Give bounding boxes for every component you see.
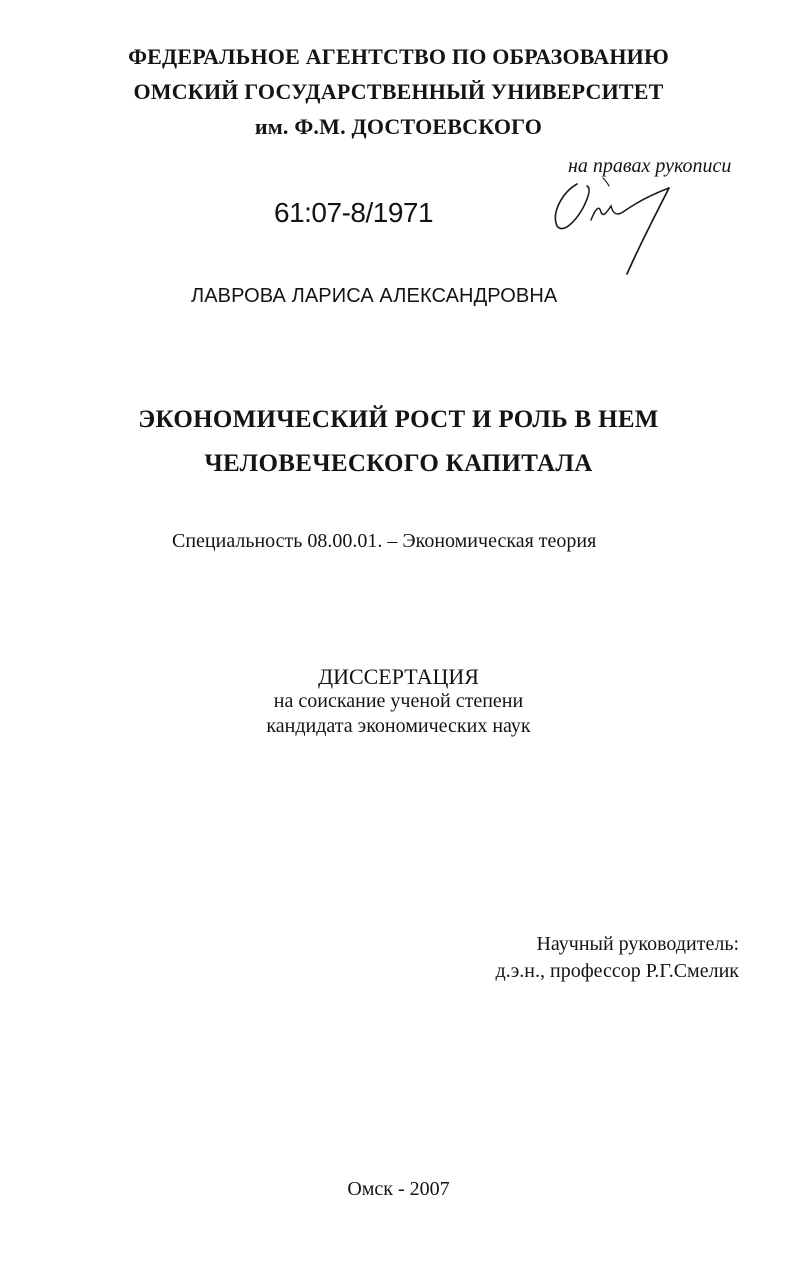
- degree-purpose-line: на соискание ученой степени: [273, 690, 524, 712]
- handwritten-signature: [545, 172, 685, 280]
- specialty-code: Специальность 08.00.01. – Экономическая теория: [172, 530, 597, 552]
- place-and-year: Омск - 2007: [347, 1178, 450, 1200]
- author-name: ЛАВРОВА ЛАРИСА АЛЕКСАНДРОВНА: [191, 285, 558, 307]
- institution-university: ОМСКИЙ ГОСУДАРСТВЕННЫЙ УНИВЕРСИТЕТ: [133, 79, 664, 104]
- dissertation-heading: ДИССЕРТАЦИЯ: [318, 664, 479, 689]
- manuscript-rights-note: на правах рукописи: [568, 155, 732, 177]
- supervisor-label: Научный руководитель:: [536, 933, 739, 955]
- supervisor-name: д.э.н., профессор Р.Г.Смелик: [495, 960, 739, 982]
- institution-agency: ФЕДЕРАЛЬНОЕ АГЕНТСТВО ПО ОБРАЗОВАНИЮ: [128, 44, 669, 69]
- catalog-number-stamp: 61:07-8/1971: [274, 197, 434, 228]
- dissertation-title-line-2: ЧЕЛОВЕЧЕСКОГО КАПИТАЛА: [204, 450, 593, 477]
- dissertation-title-line-1: ЭКОНОМИЧЕСКИЙ РОСТ И РОЛЬ В НЕМ: [138, 406, 659, 433]
- institution-named-after: им. Ф.М. ДОСТОЕВСКОГО: [254, 114, 543, 139]
- degree-name-line: кандидата экономических наук: [266, 715, 531, 737]
